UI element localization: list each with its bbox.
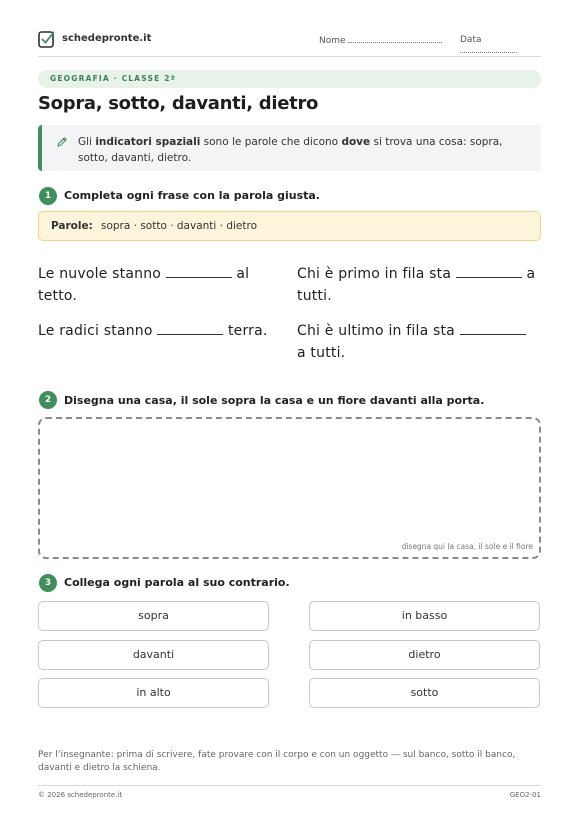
match-right-item[interactable]: sotto — [309, 678, 540, 708]
footer-divider — [38, 785, 541, 786]
brand-name: schedepronte.it — [62, 33, 152, 44]
question-3-text: Collega ogni parola al suo contrario. — [64, 576, 290, 589]
question-3-number: 3 — [39, 574, 57, 592]
footer-code: GEO2-01 — [509, 791, 541, 799]
answer-blank[interactable] — [166, 264, 232, 278]
page-header — [38, 30, 541, 57]
pencil-icon — [56, 136, 68, 148]
word-bank — [38, 211, 541, 241]
question-2-number: 2 — [39, 391, 57, 409]
note-text: Gli indicatori spaziali sono le parole che dicono dove si trova una cosa: sopra, sotto, davanti, dietro. — [78, 136, 503, 164]
sentence-1: Le nuvole stanno al tetto. — [38, 266, 250, 304]
word-bank-label: Parole: — [51, 220, 93, 232]
sentence-3: Le radici stanno terra. — [38, 323, 268, 339]
info-note — [38, 125, 541, 171]
name-label: Nome — [319, 36, 346, 46]
sentence-4: Chi è ultimo in fila sta a tutti. — [297, 320, 537, 364]
word-bank-list: sopra · sotto · davanti · dietro — [101, 220, 258, 232]
match-left-item[interactable]: davanti — [38, 640, 269, 670]
match-right-item[interactable]: in basso — [309, 601, 540, 631]
question-2-text: Disegna una casa, il sole sopra la casa e un fiore davanti alla porta. — [64, 394, 485, 407]
name-field[interactable] — [319, 35, 442, 46]
drawing-area[interactable] — [38, 417, 541, 559]
answer-blank[interactable] — [157, 321, 223, 335]
date-field[interactable] — [460, 35, 541, 56]
match-right-item[interactable]: dietro — [309, 640, 540, 670]
date-line — [460, 45, 517, 53]
checkbox-logo-icon — [38, 30, 55, 48]
answer-blank[interactable] — [460, 321, 526, 335]
subject-tag — [38, 70, 541, 88]
drawing-hint: disegna qui la casa, il sole e il fiore — [401, 542, 533, 551]
question-1-text: Completa ogni frase con la parola giusta. — [64, 189, 320, 202]
sentence-2: Chi è primo in fila sta a tutti. — [297, 266, 536, 304]
teacher-note: Per l’insegnante: prima di scrivere, fate provare con il corpo e con un oggetto — sul banco, sotto il banco, davanti e dietro la schiena. — [38, 750, 516, 773]
date-label: Data — [460, 35, 482, 45]
name-line — [348, 35, 442, 43]
match-left-item[interactable]: in alto — [38, 678, 269, 708]
page-title: Sopra, sotto, davanti, dietro — [38, 93, 319, 114]
footer-copyright: © 2026 schedepronte.it — [38, 791, 123, 799]
question-1-number: 1 — [39, 187, 57, 205]
answer-blank[interactable] — [456, 264, 522, 278]
subject-tag-label: GEOGRAFIA · CLASSE 2ª — [50, 74, 177, 83]
match-left-item[interactable]: sopra — [38, 601, 269, 631]
